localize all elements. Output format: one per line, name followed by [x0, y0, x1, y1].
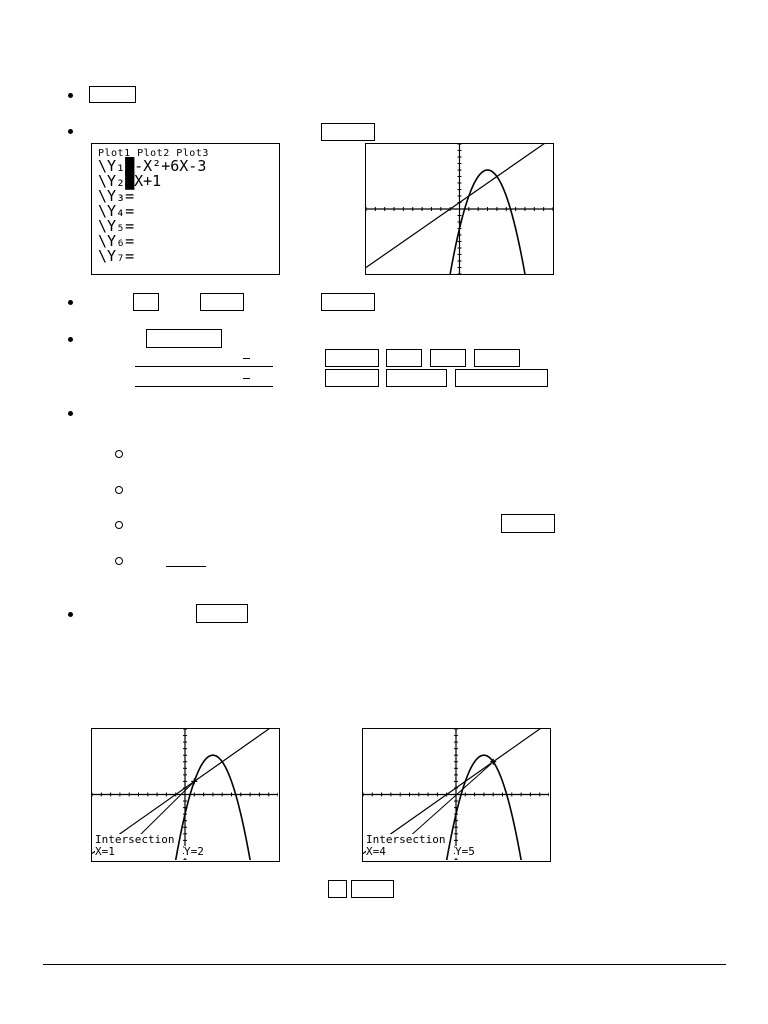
y5-equation: \Y₅=	[98, 217, 135, 235]
bullet-2	[68, 129, 73, 134]
calc-key	[474, 349, 520, 367]
y2-equation: \Y₂█X+1	[98, 172, 162, 190]
intersection-screen-2	[362, 728, 551, 862]
y7-equation: \Y₇=	[98, 247, 135, 265]
y6-equation: \Y₆=	[98, 232, 135, 250]
y1-equation: \Y₁█-X²+6X-3	[98, 157, 207, 175]
sub-bullet-3	[115, 521, 123, 529]
y-readout: Y=2	[184, 845, 204, 858]
y4-equation: \Y₄=	[98, 202, 135, 220]
calc-key	[321, 123, 375, 141]
calc-key	[455, 369, 548, 387]
sub-bullet-2	[115, 486, 123, 494]
bullet-3	[68, 300, 73, 305]
plot-toggles: Plot1 Plot2 Plot3	[98, 148, 209, 159]
y-readout: Y=5	[455, 845, 475, 858]
intersection-label: Intersection	[366, 833, 446, 846]
footer-rule	[43, 964, 726, 965]
calc-key	[386, 349, 422, 367]
calc-key	[325, 369, 379, 387]
x-readout: X=1	[95, 845, 115, 858]
calc-key	[501, 514, 555, 533]
calc-key	[321, 293, 375, 311]
cursor-leader	[137, 783, 192, 838]
calc-key	[328, 880, 347, 898]
cursor-leader	[408, 764, 491, 838]
bullet-5	[68, 411, 73, 416]
calc-key	[386, 369, 447, 387]
calc-key	[133, 293, 159, 311]
fill-in-line	[166, 566, 206, 567]
y-equals-editor	[98, 148, 209, 264]
y3-equation: \Y₃=	[98, 187, 135, 205]
bullet-1	[68, 93, 73, 98]
intersection-screen-1	[91, 728, 280, 862]
fill-in-line	[135, 386, 273, 387]
sub-bullet-4	[115, 557, 123, 565]
x-readout: X=4	[366, 845, 386, 858]
calc-key	[325, 349, 379, 367]
calc-key	[196, 604, 248, 623]
parabola-curve	[449, 170, 526, 274]
calc-key	[351, 880, 394, 898]
y-equals-screen	[91, 143, 280, 275]
fill-in-line	[135, 366, 273, 367]
intersection-label: Intersection	[95, 833, 175, 846]
calc-key	[430, 349, 466, 367]
graph-screen	[365, 143, 554, 275]
bullet-6	[68, 612, 73, 617]
calc-key	[146, 329, 222, 348]
calc-key	[200, 293, 244, 311]
graph-plot	[366, 144, 553, 274]
sub-bullet-1	[115, 450, 123, 458]
bullet-4	[68, 337, 73, 342]
tick-mark	[243, 378, 250, 379]
calc-key	[89, 86, 136, 103]
tick-mark	[243, 358, 250, 359]
